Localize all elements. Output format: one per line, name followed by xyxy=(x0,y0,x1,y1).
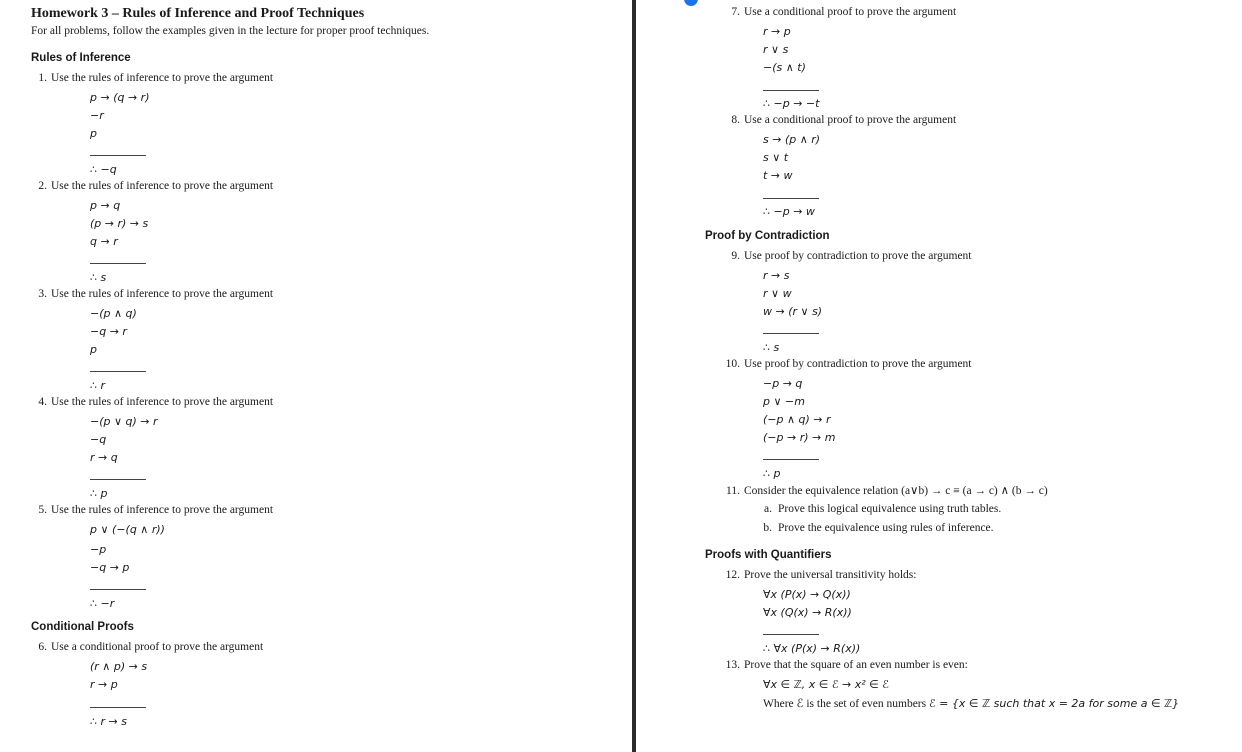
section-proof-by-contradiction: Proof by Contradiction xyxy=(705,230,830,242)
problem-7: 7. Use a conditional proof to prove the argument xyxy=(731,6,957,18)
premise: p xyxy=(90,127,97,140)
premise: −r xyxy=(90,109,104,122)
premise: r ∨ w xyxy=(763,287,792,300)
problem-11: 11. Consider the equivalence relation (a∨b) → c ≡ (a → c) ∧ (b → c) xyxy=(726,485,1048,497)
premise: −(p ∧ q) xyxy=(90,307,137,320)
intro-text: For all problems, follow the examples given in the lecture for proper proof techniques. xyxy=(31,25,430,37)
premise: p xyxy=(90,343,97,356)
premise: (−p → r) → m xyxy=(763,431,836,444)
premise: −p → q xyxy=(763,377,803,390)
premise: t → w xyxy=(763,169,793,182)
problem-10: 10. Use proof by contradiction to prove the argument xyxy=(725,358,972,370)
conclusion-rule xyxy=(763,333,819,334)
premise: −(p ∨ q) → r xyxy=(90,415,158,428)
conclusion: ∴ s xyxy=(763,341,780,354)
problem-11a: a. Prove this logical equivalence using truth tables. xyxy=(764,503,1002,515)
problem-1: 1. Use the rules of inference to prove the argument xyxy=(38,72,274,84)
premise: (p → r) → s xyxy=(90,217,149,230)
conclusion: ∴ −p → w xyxy=(763,205,815,218)
conclusion-rule xyxy=(763,459,819,460)
premise: p ∨ (−(q ∧ r)) xyxy=(90,523,165,536)
problem-5: 5. Use the rules of inference to prove the argument xyxy=(38,504,274,516)
premise: r → p xyxy=(763,25,791,38)
problem-11b: b. Prove the equivalence using rules of inference. xyxy=(763,522,994,534)
section-conditional-proofs: Conditional Proofs xyxy=(31,621,134,633)
problem-3: 3. Use the rules of inference to prove the argument xyxy=(38,288,274,300)
problem-12: 12. Prove the universal transitivity holds: xyxy=(725,569,917,581)
conclusion-rule xyxy=(763,90,819,91)
premise: r → q xyxy=(90,451,118,464)
premise: (r ∧ p) → s xyxy=(90,660,148,673)
problem-8: 8. Use a conditional proof to prove the argument xyxy=(731,114,957,126)
premise: p → (q → r) xyxy=(90,91,150,104)
conclusion: ∴ r xyxy=(90,379,106,392)
premise: p ∨ −m xyxy=(763,395,805,408)
premise: −q → p xyxy=(90,561,130,574)
conclusion-rule xyxy=(763,634,819,635)
conclusion: ∴ −q xyxy=(90,163,117,176)
conclusion: ∴ ∀x (P(x) → R(x)) xyxy=(763,642,861,655)
premise: r → p xyxy=(90,678,118,691)
conclusion-rule xyxy=(90,707,146,708)
premise: ∀x (Q(x) → R(x)) xyxy=(763,606,852,619)
even-set-definition: Where ℰ is the set of even numbers ℰ = {x ∈ ℤ such that x = 2a for some a ∈ ℤ} xyxy=(763,697,1180,710)
premise: −p xyxy=(90,543,107,556)
conclusion-rule xyxy=(90,371,146,372)
conclusion: ∴ p xyxy=(763,467,781,480)
conclusion: ∴ −p → −t xyxy=(763,97,820,110)
conclusion: ∴ p xyxy=(90,487,108,500)
conclusion-rule xyxy=(90,155,146,156)
premise: q → r xyxy=(90,235,118,248)
conclusion: ∴ −r xyxy=(90,597,115,610)
blue-marker-icon xyxy=(684,0,698,6)
premise: (−p ∧ q) → r xyxy=(763,413,831,426)
section-proofs-with-quantifiers: Proofs with Quantifiers xyxy=(705,549,832,561)
premise: s → (p ∧ r) xyxy=(763,133,821,146)
conclusion: ∴ r → s xyxy=(90,715,127,728)
section-rules-of-inference: Rules of Inference xyxy=(31,52,131,64)
premise: −q xyxy=(90,433,107,446)
premise: r ∨ s xyxy=(763,43,789,56)
premise: ∀x ∈ ℤ, x ∈ ℰ → x² ∈ ℰ xyxy=(763,678,889,691)
conclusion-rule xyxy=(763,198,819,199)
premise: −(s ∧ t) xyxy=(763,61,806,74)
premise: p → q xyxy=(90,199,121,212)
page-title: Homework 3 – Rules of Inference and Proof Techniques xyxy=(31,6,365,21)
conclusion: ∴ s xyxy=(90,271,107,284)
problem-2: 2. Use the rules of inference to prove the argument xyxy=(38,180,274,192)
page-divider xyxy=(632,0,636,752)
conclusion-rule xyxy=(90,589,146,590)
premise: s ∨ t xyxy=(763,151,789,164)
right-column xyxy=(637,0,1242,752)
conclusion-rule xyxy=(90,263,146,264)
premise: ∀x (P(x) → Q(x)) xyxy=(763,588,851,601)
premise: −q → r xyxy=(90,325,127,338)
premise: r → s xyxy=(763,269,790,282)
premise: w → (r ∨ s) xyxy=(763,305,823,318)
problem-9: 9. Use proof by contradiction to prove the argument xyxy=(731,250,972,262)
problem-6: 6. Use a conditional proof to prove the argument xyxy=(38,641,264,653)
problem-4: 4. Use the rules of inference to prove the argument xyxy=(38,396,274,408)
problem-13: 13. Prove that the square of an even number is even: xyxy=(725,659,968,671)
conclusion-rule xyxy=(90,479,146,480)
